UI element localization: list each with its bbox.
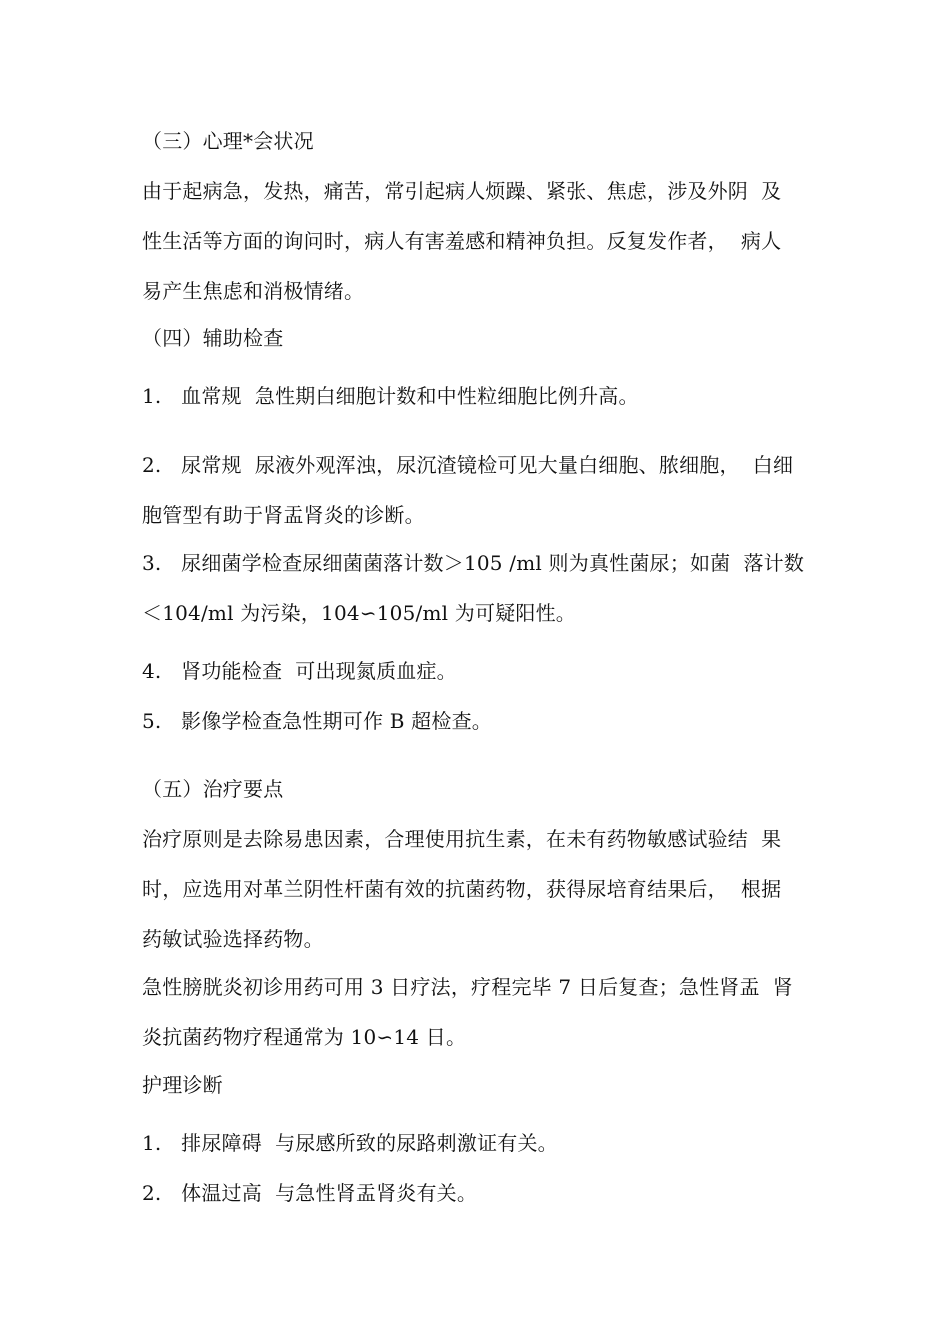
paragraph-line: 炎抗菌药物疗程通常为 10∽14 日。 <box>142 1025 467 1049</box>
list-item-continuation: ＜104/ml 为污染，104∽105/ml 为可疑阳性。 <box>142 601 576 625</box>
paragraph-line: 治疗原则是去除易患因素，合理使用抗生素，在未有药物敏感试验结 果 <box>142 827 782 851</box>
list-item: 3. 尿细菌学检查尿细菌菌落计数＞105 /ml 则为真性菌尿；如菌 落计数 <box>142 551 805 575</box>
paragraph-line: 性生活等方面的询问时，病人有害羞感和精神负担。反复发作者， 病人 <box>142 229 782 253</box>
list-item: 1. 血常规 急性期白细胞计数和中性粒细胞比例升高。 <box>142 384 639 408</box>
paragraph-line: 急性膀胱炎初诊用药可用 3 日疗法，疗程完毕 7 日后复查；急性肾盂 肾 <box>142 975 793 999</box>
list-item: 4. 肾功能检查 可出现氮质血症。 <box>142 659 457 683</box>
paragraph-line: 时，应选用对革兰阴性杆菌有效的抗菌药物，获得尿培育结果后， 根据 <box>142 877 782 901</box>
section-heading-treatment: （五）治疗要点 <box>142 777 284 801</box>
list-item: 5. 影像学检查急性期可作 B 超检查。 <box>142 709 492 733</box>
list-item: 2. 尿常规 尿液外观浑浊，尿沉渣镜检可见大量白细胞、脓细胞， 白细 <box>142 453 794 477</box>
list-item-continuation: 胞管型有助于肾盂肾炎的诊断。 <box>142 503 425 527</box>
list-item: 1. 排尿障碍 与尿感所致的尿路刺激证有关。 <box>142 1131 558 1155</box>
paragraph-line: 易产生焦虑和消极情绪。 <box>142 279 365 303</box>
paragraph-line: 由于起病急，发热，痛苦，常引起病人烦躁、紧张、焦虑，涉及外阴 及 <box>142 179 782 203</box>
paragraph-line: 药敏试验选择药物。 <box>142 927 324 951</box>
list-item: 2. 体温过高 与急性肾盂肾炎有关。 <box>142 1181 478 1205</box>
section-heading-psychosocial: （三）心理*会状况 <box>142 129 314 153</box>
section-heading-auxiliary-exam: （四）辅助检查 <box>142 326 284 350</box>
section-heading-nursing-diagnosis: 护理诊断 <box>142 1073 223 1097</box>
